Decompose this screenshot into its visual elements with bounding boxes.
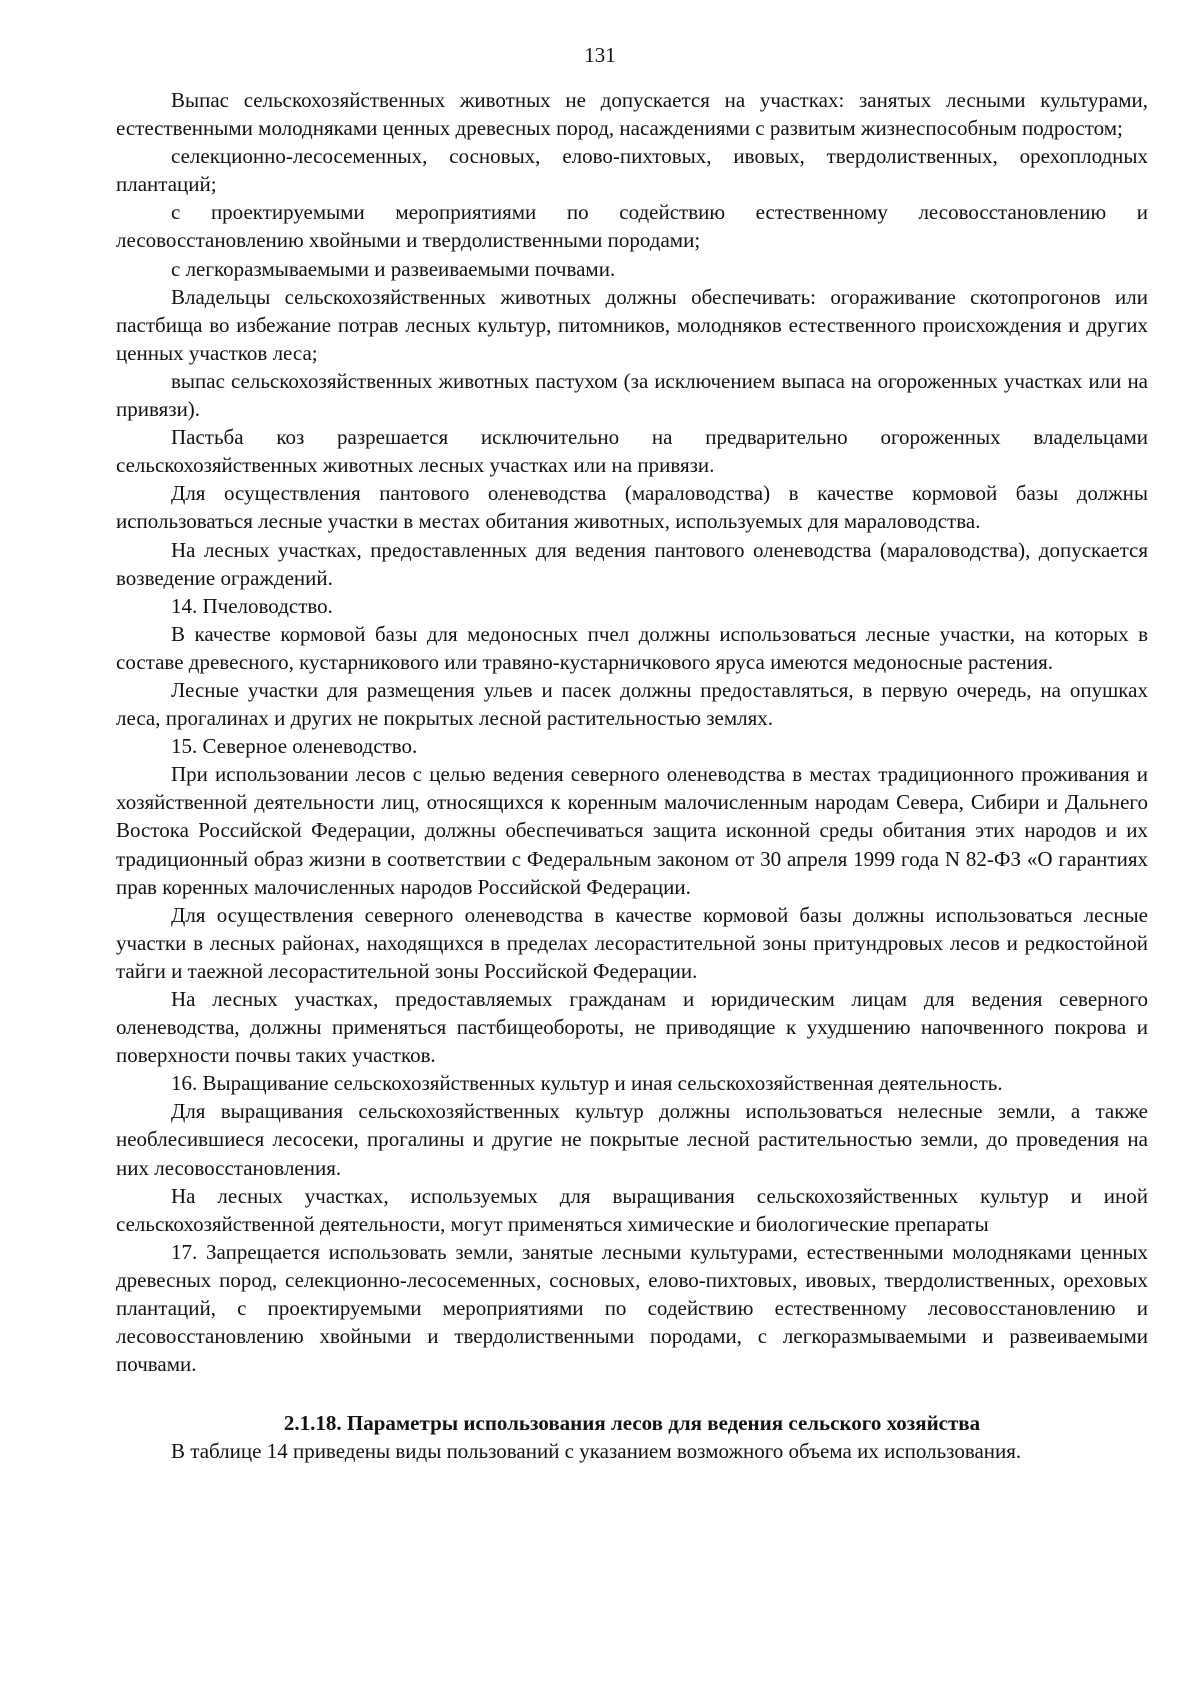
paragraph-grazing-restrictions: Выпас сельскохозяйственных животных не допускается на участках: занятых лесными культурами, естественными молодняками ценных древесных пород, насаждениями с развитым жизнеспособным подростом; [116,88,1148,141]
paragraph-antler-deer-fencing: На лесных участках, предоставленных для ведения пантового оленеводства (мараловодства), допускается возведение ограждений. [116,537,1148,590]
paragraph-crop-lands: Для выращивания сельскохозяйственных культур должны использоваться нелесные земли, а также необлесившиеся лесосеки, прогалины и другие не покрытые лесной растительностью земли, до проведения на них лесовосстановления. [116,1099,1148,1180]
paragraph-chemicals: На лесных участках, используемых для выращивания сельскохозяйственных культур и иной сельскохозяйственной деятельности, могут применяться химические и биологические препараты [116,1183,1148,1236]
section-intro: В таблице 14 приведены виды пользований с указанием возможного объема их использования. [171,1439,1022,1464]
paragraph-shepherd-grazing: выпас сельскохозяйственных животных пастухом (за исключением выпаса на огороженных участках или на привязи). [116,368,1148,422]
paragraph-antler-deer-forage: Для осуществления пантового оленеводства (мараловодства) в качестве кормовой базы должны использоваться лесные участки в местах обитания животных, используемых для мараловодства. [116,481,1148,534]
paragraph-owners-fencing: Владельцы сельскохозяйственных животных должны обеспечивать: огораживание скотопрогонов или пастбища во избежание потрав лесных культур, питомников, молодняков естественного происхождения и других ценных участков леса; [116,284,1148,365]
paragraph-item-15-reindeer: 15. Северное оленеводство. [171,734,418,759]
paragraph-reindeer-forage: Для осуществления северного оленеводства в качестве кормовой базы должны использоваться лесные участки в лесных районах, находящихся в пределах лесорастительной зоны притундровых лесов и редкостойной тайги и таежной лесорастительной зоны Российской Федерации. [116,902,1148,983]
paragraph-item-16-crops: 16. Выращивание сельскохозяйственных культур и иная сельскохозяйственная деятельность. [171,1071,1003,1096]
paragraph-indigenous-protection: При использовании лесов с целью ведения северного оленеводства в местах традиционного проживания и хозяйственной деятельности лиц, относящихся к коренным малочисленным народам Севера, Сибири и Дальнего Востока Российской Федерации, должны обеспечиваться защита исконной среды обитания этих народов и их традиционный образ жизни в соответствии с Федеральным законом от 30 апреля 1999 года N 82-ФЗ «О гарантиях прав коренных малочисленных народов Российской Федерации. [116,762,1148,899]
paragraph-item-17-prohibition: 17. Запрещается использовать земли, занятые лесными культурами, естественными молодняками ценных древесных пород, селекционно-лесосеменных, сосновых, елово-пихтовых, ивовых, твердолиственных, ореховых плантаций, с проектируемыми мероприятиями по содействию естественному лесовосстановлению и лесовосстановлению хвойными и твердолиственными породами, с легкоразмываемыми и развеиваемыми почвами. [116,1239,1148,1377]
paragraph-hive-placement: Лесные участки для размещения ульев и пасек должны предоставляться, в первую очередь, на опушках леса, прогалинах и других не покрытых лесной растительностью землях. [116,677,1148,731]
section-heading: 2.1.18. Параметры использования лесов для ведения сельского хозяйства [283,1411,981,1436]
paragraph-erodible-soils: с легкоразмываемыми и развеиваемыми почвами. [171,256,616,281]
document-body [116,86,1148,1465]
paragraph-goat-grazing: Пастьба коз разрешается исключительно на предварительно огороженных владельцами сельскохозяйственных животных лесных участках или на привязи. [116,425,1148,478]
page-number: 131 [584,43,616,67]
paragraph-pasture-rotation: На лесных участках, предоставляемых гражданам и юридическим лицам для ведения северного оленеводства, должны применяться пастбищеобороты, не приводящие к ухудшению напочвенного покрова и поверхности почвы таких участков. [116,987,1148,1068]
paragraph-item-14-beekeeping: 14. Пчеловодство. [171,593,333,618]
paragraph-honey-plants: В качестве кормовой базы для медоносных пчел должны использоваться лесные участки, на которых в составе древесного, кустарникового или травяно-кустарничкового яруса имеются медоносные растения. [116,621,1148,674]
paragraph-plantations: селекционно-лесосеменных, сосновых, елово-пихтовых, ивовых, твердолиственных, орехоплодных плантаций; [116,144,1148,197]
paragraph-reforestation-measures: с проектируемыми мероприятиями по содействию естественному лесовосстановлению и лесовосстановлению хвойными и твердолиственными породами; [116,200,1148,253]
